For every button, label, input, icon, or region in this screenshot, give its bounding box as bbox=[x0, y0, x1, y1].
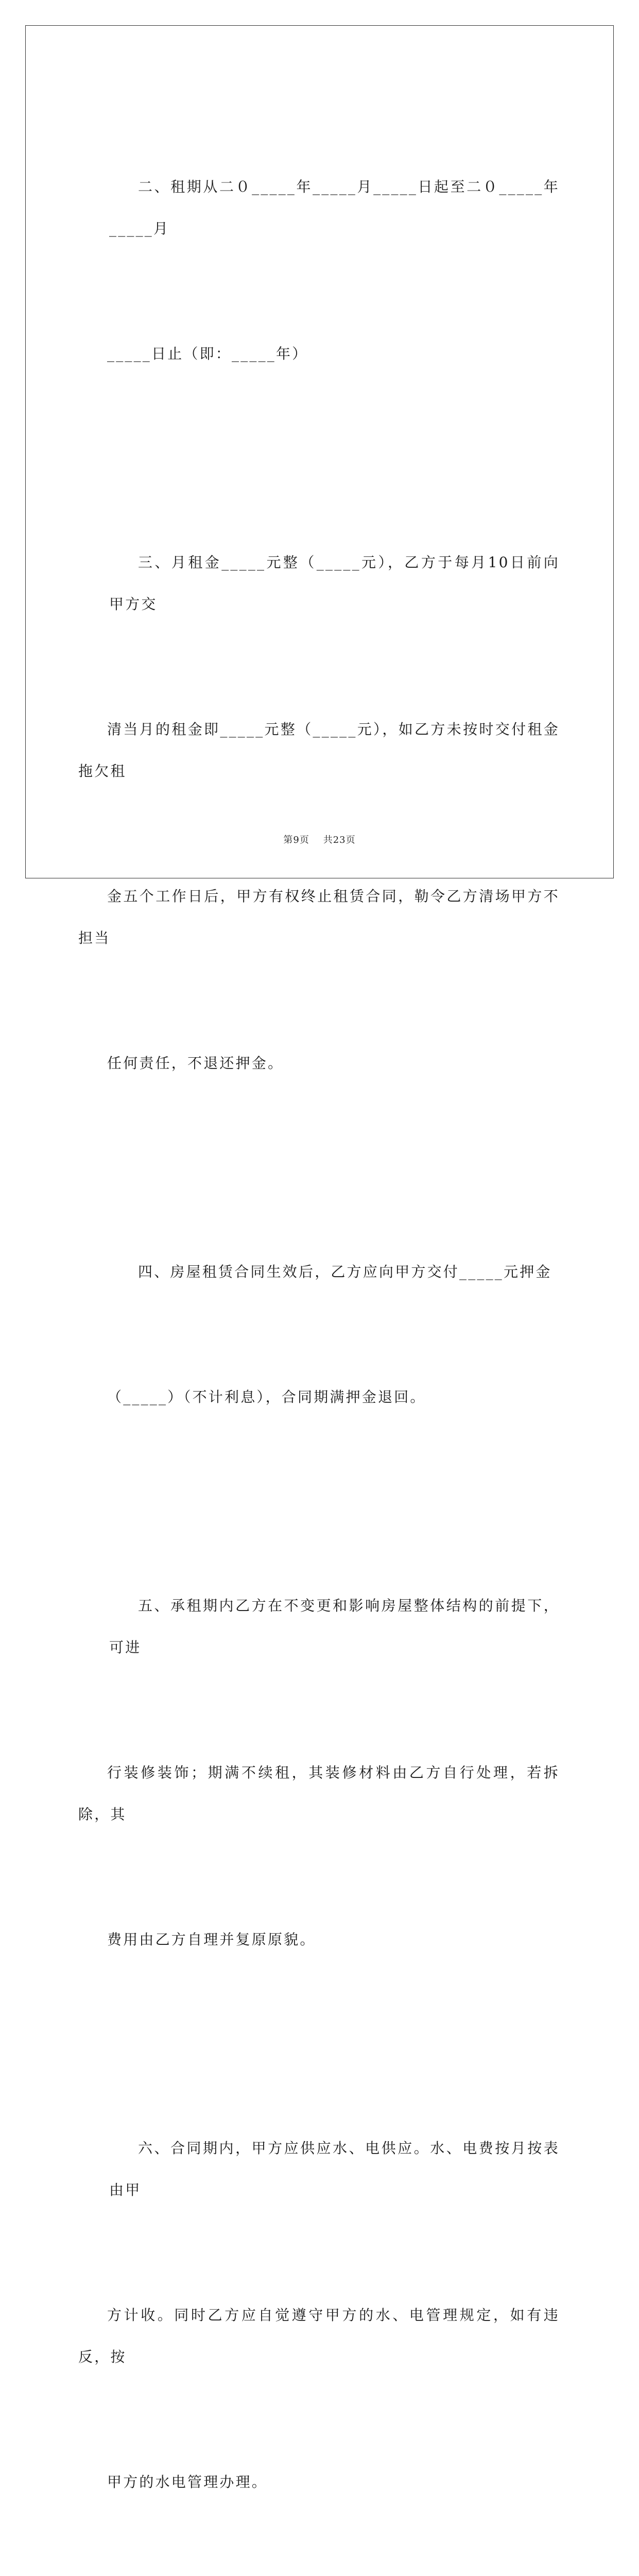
clause-4 bbox=[78, 1167, 560, 1501]
clause-6-line-1: 六、合同期内，甲方应供应水、电供应。水、电费按月按表由甲 bbox=[109, 2140, 560, 2198]
clause-2-line-1: 二、租期从二０_____年_____月_____日起至二０_____年_____月 bbox=[109, 178, 560, 237]
clause-5 bbox=[78, 1501, 560, 2044]
page-footer bbox=[0, 833, 639, 846]
clause-6-line-3: 甲方的水电管理办理。 bbox=[107, 2473, 268, 2490]
clause-3 bbox=[78, 458, 560, 1167]
page-total: 共23页 bbox=[323, 835, 356, 845]
clause-3-line-3: 金五个工作日后，甲方有权终止租赁合同，勒令乙方清场甲方不担当 bbox=[78, 888, 560, 946]
clause-5-line-2: 行装修装饰；期满不续租，其装修材料由乙方自行处理，若拆除，其 bbox=[78, 1764, 560, 1823]
clause-4-line-2: （_____）（不计利息），合同期满押金退回。 bbox=[107, 1388, 426, 1405]
clause-3-line-4: 任何责任，不退还押金。 bbox=[107, 1055, 284, 1072]
clause-5-line-3: 费用由乙方自理并复原原貌。 bbox=[107, 1931, 316, 1948]
clause-6 bbox=[78, 2044, 560, 2576]
clause-2 bbox=[78, 82, 560, 458]
page-number: 第9页 bbox=[283, 835, 309, 845]
clause-5-line-1: 五、承租期内乙方在不变更和影响房屋整体结构的前提下，可进 bbox=[109, 1597, 560, 1656]
document-body bbox=[78, 82, 560, 2576]
clause-3-line-2: 清当月的租金即_____元整（_____元），如乙方未按时交付租金拖欠租 bbox=[78, 721, 560, 779]
clause-6-line-2: 方计收。同时乙方应自觉遵守甲方的水、电管理规定，如有违反，按 bbox=[78, 2307, 560, 2365]
clause-3-line-1: 三、月租金_____元整（_____元），乙方于每月10日前向甲方交 bbox=[109, 554, 560, 613]
clause-4-line-1: 四、房屋租赁合同生效后，乙方应向甲方交付_____元押金 bbox=[138, 1263, 552, 1280]
clause-2-line-2: _____日止（即：_____年） bbox=[107, 345, 308, 362]
